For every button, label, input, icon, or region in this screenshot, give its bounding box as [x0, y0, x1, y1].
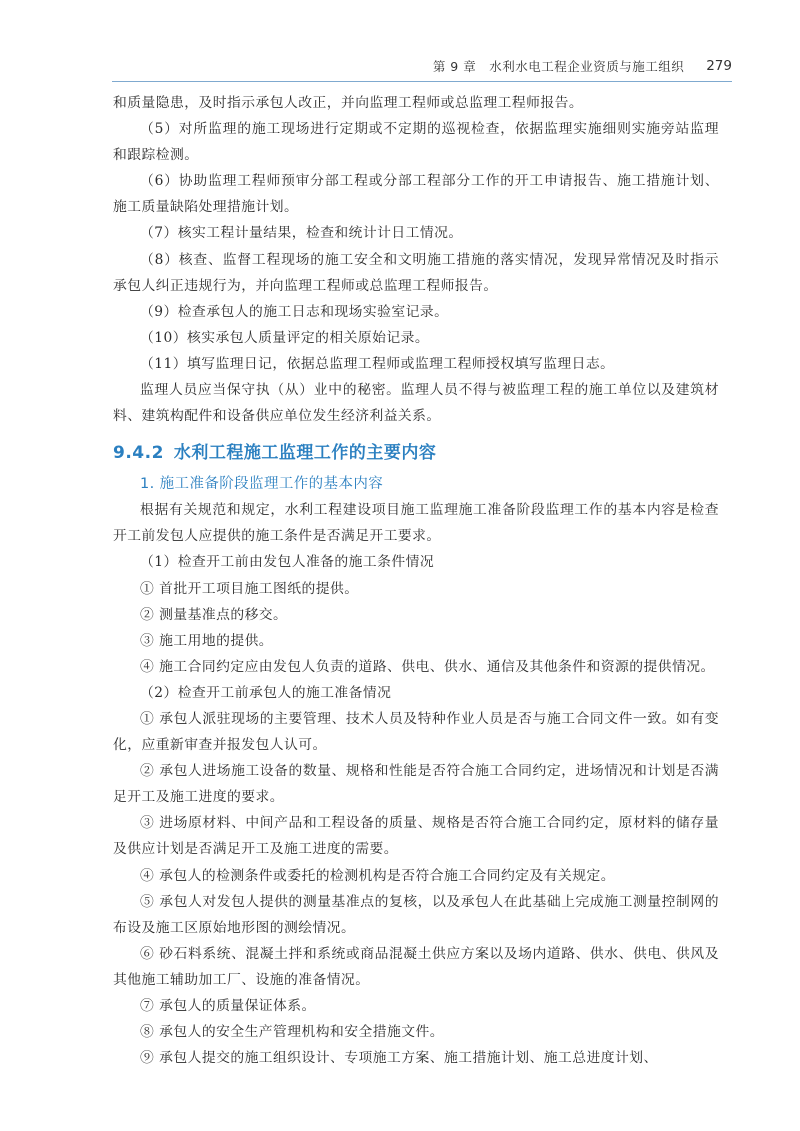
- list-item: （11）填写监理日记，依据总监理工程师或监理工程师授权填写监理日志。: [140, 355, 615, 372]
- list-item: ① 承包人派驻现场的主要管理、技术人员及特种作业人员是否与施工合同文件一致。如有变化，应重新审查并报发包人认可。: [113, 710, 719, 754]
- list-item: ② 测量基准点的移交。: [140, 606, 288, 623]
- page-number: 279: [706, 58, 732, 74]
- list-item: ⑥ 砂石料系统、混凝土拌和系统或商品混凝土供应方案以及场内道路、供水、供电、供风及其他施工辅助加工厂、设施的准备情况。: [113, 945, 719, 988]
- list-item: ① 首批开工项目施工图纸的提供。: [140, 580, 359, 597]
- page-header: [112, 55, 732, 82]
- section-number: 9.4.2: [113, 443, 164, 464]
- list-item: ⑦ 承包人的质量保证体系。: [140, 998, 316, 1014]
- page-body: [113, 90, 719, 1071]
- list-item: （9）检查承包人的施工日志和现场实验室记录。: [140, 303, 449, 320]
- section-title: 水利工程施工监理工作的主要内容: [173, 443, 437, 464]
- list-item: ⑨ 承包人提交的施工组织设计、专项施工方案、施工措施计划、施工总进度计划、: [140, 1050, 658, 1067]
- subsection-heading: 1. 施工准备阶段监理工作的基本内容: [140, 476, 384, 493]
- chapter-title: 第 9 章 水利水电工程企业资质与施工组织: [432, 59, 685, 74]
- paragraph: 根据有关规范和规定，水利工程建设项目施工监理施工准备阶段监理工作的基本内容是检查开工前发包人应提供的施工条件是否满足开工要求。: [113, 502, 719, 545]
- list-item: （8）核查、监督工程现场的施工安全和文明施工措施的落实情况，发现异常情况及时指示承包人纠正违规行为，并向监理工程师或总监理工程师报告。: [113, 251, 719, 294]
- list-item: （5）对所监理的施工现场进行定期或不定期的巡视检查，依据监理实施细则实施旁站监理和跟踪检测。: [113, 121, 719, 164]
- list-item: （10）核实承包人质量评定的相关原始记录。: [140, 329, 430, 346]
- list-item: ③ 进场原材料、中间产品和工程设备的质量、规格是否符合施工合同约定，原材料的储存量及供应计划是否满足开工及施工进度的需要。: [113, 815, 719, 858]
- list-item: （6）协助监理工程师预审分部工程或分部工程部分工作的开工申请报告、施工措施计划、施工质量缺陷处理措施计划。: [113, 173, 719, 216]
- list-item: （2）检查开工前承包人的施工准备情况: [140, 684, 392, 701]
- list-item: ② 承包人进场施工设备的数量、规格和性能是否符合施工合同约定，进场情况和计划是否满足开工及施工进度的要求。: [113, 763, 719, 806]
- list-item: ⑤ 承包人对发包人提供的测量基准点的复核，以及承包人在此基础上完成施工测量控制网的布设及施工区原始地形图的测绘情况。: [113, 893, 719, 936]
- section-heading: [113, 439, 719, 467]
- list-item: （7）核实工程计量结果，检查和统计计日工情况。: [140, 225, 463, 242]
- paragraph: 监理人员应当保守执（从）业中的秘密。监理人员不得与被监理工程的施工单位以及建筑材料、建筑构配件和设备供应单位发生经济利益关系。: [113, 382, 719, 425]
- list-item: ③ 施工用地的提供。: [140, 632, 274, 649]
- list-item: ④ 施工合同约定应由发包人负责的道路、供电、供水、通信及其他条件和资源的提供情况。: [140, 658, 715, 675]
- paragraph: 和质量隐患，及时指示承包人改正，并向监理工程师或总监理工程师报告。: [113, 95, 584, 111]
- list-item: ⑧ 承包人的安全生产管理机构和安全措施文件。: [140, 1024, 445, 1041]
- list-item: （1）检查开工前由发包人准备的施工条件情况: [140, 554, 435, 571]
- list-item: ④ 承包人的检测条件或委托的检测机构是否符合施工合同约定及有关规定。: [140, 867, 615, 884]
